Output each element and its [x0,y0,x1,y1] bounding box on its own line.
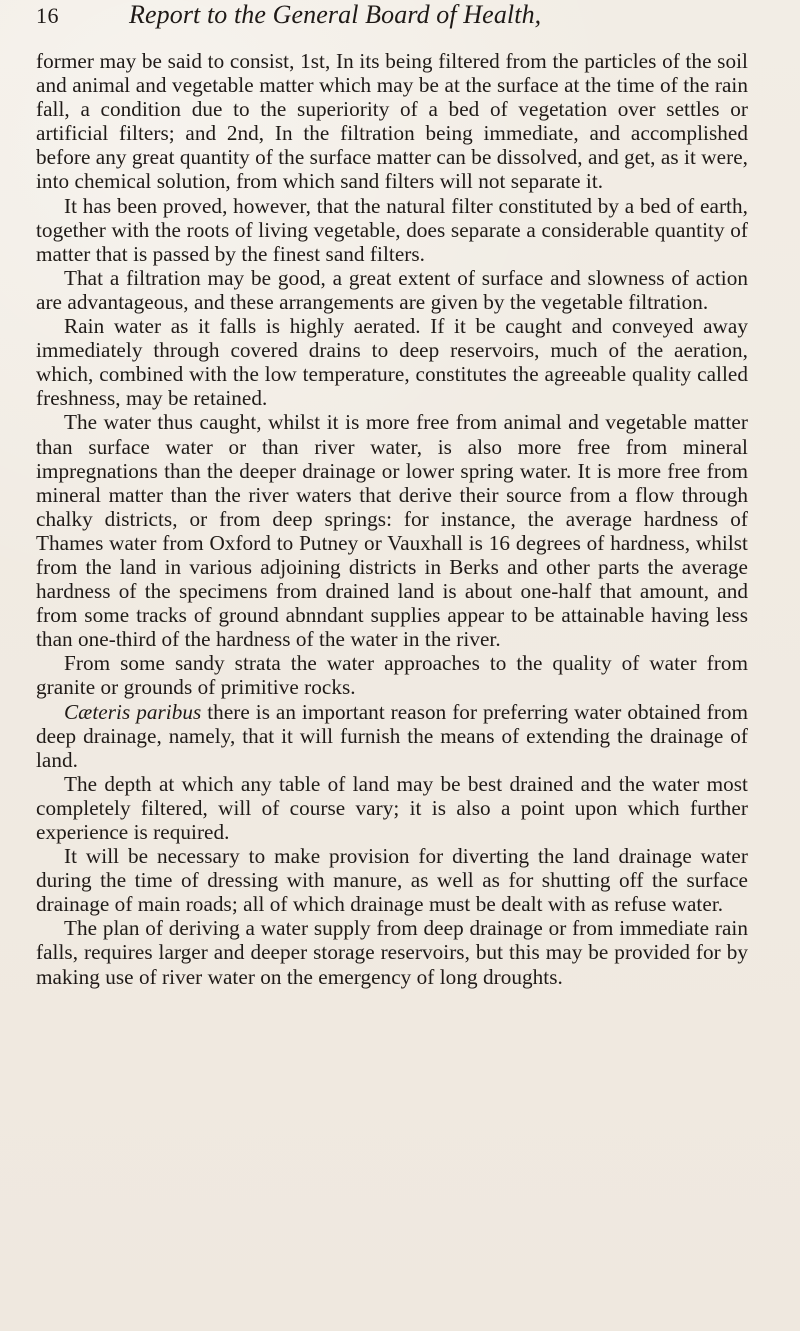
paragraph-9 [36,844,748,916]
paragraph-10 [36,916,748,988]
page-number: 16 [36,3,59,28]
running-title: Report to the General Board of Health, [129,0,542,29]
paragraph-text: It has been proved, however, that the natural filter constituted by a bed of earth, together with the roots of living vegetable, does separate a considerable quantity of matter that is passed by the finest sand filters. [36,193,748,266]
paragraph-6 [36,651,748,699]
paragraph-text: That a filtration may be good, a great extent of surface and slowness of action are advantageous, and these arrangements are given by the vegetable filtration. [36,265,748,314]
latin-phrase: Cæteris paribus [64,699,202,724]
paragraph-1 [36,49,748,194]
paragraph-text: The water thus caught, whilst it is more free from animal and vegetable matter than surface water or than river water, is also more free from mineral impregnations than the deeper drainage or lower spring water. It is more free from mineral matter than the river waters that derive their source from a flow through chalky districts, or from deep springs: for instance, the average hardness of Thames water from Oxford to Putney or Vauxhall is 16 degrees of hardness, whilst from the land in various adjoining districts in Berks and other parts the average hardness of the specimens from drained land is about one-half that amount, and from some tracks of ground abnndant supplies appear to be attainable having less than one-third of the hardness of the water in the river. [36,410,748,652]
paragraph-3 [36,266,748,314]
document-body [36,49,748,989]
paragraph-text: there is an important reason for preferring water obtained from deep drainage, namely, that it will furnish the means of extending the drainage of land. [36,699,748,772]
paragraph-text: Rain water as it falls is highly aerated. If it be caught and conveyed away immediately through covered drains to deep reservoirs, much of the aeration, which, combined with the low temperature, constitutes the agreeable quality called freshness, may be retained. [36,314,748,411]
paragraph-text: former may be said to consist, 1st, In its being filtered from the particles of the soil and animal and vegetable matter which may be at the surface at the time of the rain fall, a condition due to the superiority of a bed of vegetation over settles or artificial filters; and 2nd, In the filtration being immediate, and accomplished before any great quantity of the surface matter can be dissolved, and get, as it were, into chemical solution, from which sand filters will not separate it. [36,49,748,194]
paragraph-text: From some sandy strata the water approaches to the quality of water from granite or grounds of primitive rocks. [36,651,748,700]
paragraph-2 [36,194,748,266]
paragraph-text: It will be necessary to make provision for diverting the land drainage water during the time of dressing with manure, as well as for shutting off the surface drainage of main roads; all of which drainage must be dealt with as refuse water. [36,844,748,917]
paragraph-8 [36,772,748,844]
paragraph-text: The depth at which any table of land may be best drained and the water most completely filtered, will of course vary; it is also a point upon which further experience is required. [36,771,748,844]
paragraph-text: The plan of deriving a water supply from deep drainage or from immediate rain falls, requires larger and deeper storage reservoirs, but this may be provided for by making use of river water on the emergency of long droughts. [36,916,748,989]
paragraph-5 [36,410,748,651]
running-head [36,0,748,40]
paragraph-7 [36,700,748,772]
paragraph-4 [36,314,748,410]
